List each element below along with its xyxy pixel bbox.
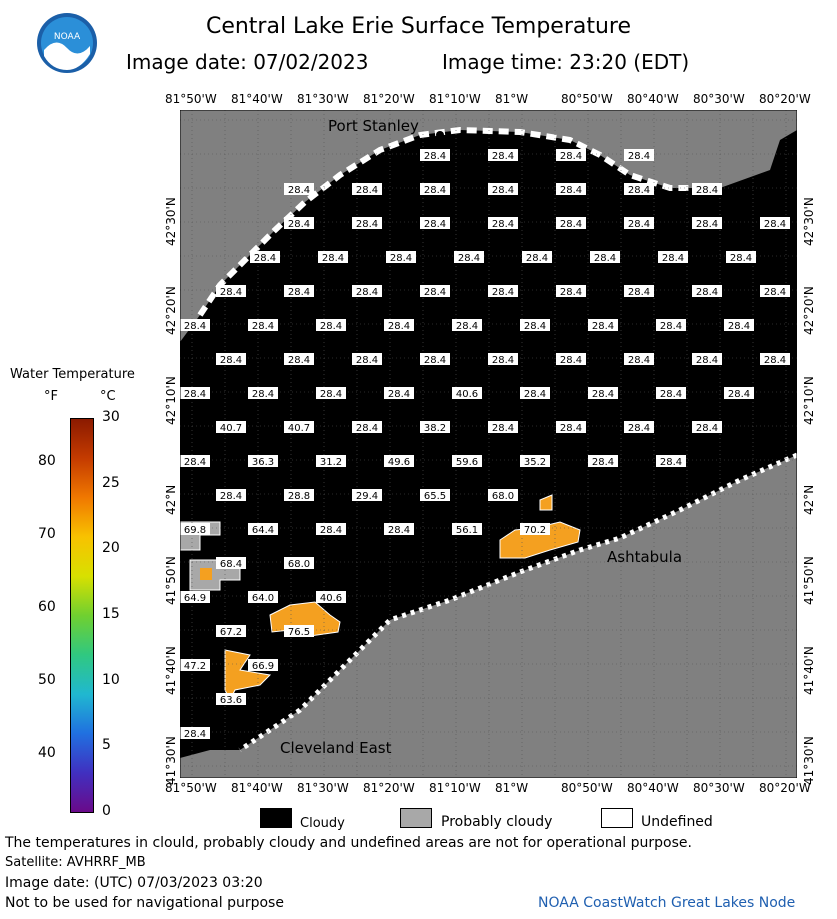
temperature-label	[248, 319, 278, 332]
temperature-value: 64.0	[251, 593, 275, 604]
temperature-label	[488, 489, 518, 502]
temperature-value: 28.4	[763, 355, 787, 366]
temperature-label	[352, 285, 382, 298]
temperature-label	[724, 319, 754, 332]
temperature-value: 28.4	[219, 287, 243, 298]
temperature-label	[180, 659, 210, 672]
lon-tick-label: 80°30'W	[693, 781, 745, 795]
temperature-value: 40.7	[219, 423, 243, 434]
lon-tick-label: 80°50'W	[561, 781, 613, 795]
temperature-value: 28.4	[695, 423, 719, 434]
temperature-label	[216, 353, 246, 366]
temperature-value: 28.4	[763, 287, 787, 298]
lon-tick-label: 80°20'W	[759, 92, 811, 106]
lat-tick-label: 41°40'N	[164, 646, 178, 695]
temperature-label	[624, 149, 654, 162]
temperature-value: 28.4	[627, 355, 651, 366]
temperature-value: 49.6	[387, 457, 411, 468]
lon-tick-label: 80°50'W	[561, 92, 613, 106]
temperature-label	[692, 183, 722, 196]
temperature-value: 28.4	[355, 423, 379, 434]
temperature-value: 28.4	[695, 287, 719, 298]
temperature-value: 28.4	[695, 185, 719, 196]
temperature-label	[656, 319, 686, 332]
temperature-label	[352, 353, 382, 366]
temperature-value: 68.0	[491, 491, 515, 502]
temperature-label	[624, 183, 654, 196]
temperature-value: 68.4	[219, 559, 243, 570]
temperature-value: 28.4	[219, 355, 243, 366]
temperature-value: 28.4	[387, 525, 411, 536]
temperature-value: 36.3	[251, 457, 275, 468]
temperature-label	[248, 659, 278, 672]
footer-utc-date: Image date: (UTC) 07/03/2023 03:20	[5, 875, 263, 891]
temperature-label	[588, 455, 618, 468]
temperature-value: 40.6	[455, 389, 479, 400]
temperature-label	[216, 421, 246, 434]
celsius-tick: 15	[102, 606, 120, 622]
temperature-value: 28.4	[287, 219, 311, 230]
temperature-value: 28.4	[491, 185, 515, 196]
temperature-value: 28.4	[491, 151, 515, 162]
temperature-label	[624, 217, 654, 230]
temperature-label	[488, 353, 518, 366]
temperature-value: 28.4	[389, 253, 413, 264]
temperature-label	[488, 421, 518, 434]
temperature-label	[520, 387, 550, 400]
temperature-value: 28.4	[763, 219, 787, 230]
image-time: Image time: 23:20 (EDT)	[442, 50, 690, 74]
temperature-value: 28.4	[491, 423, 515, 434]
temperature-value: 28.4	[659, 321, 683, 332]
temperature-label	[420, 421, 450, 434]
lon-tick-label: 81°20'W	[363, 781, 415, 795]
temperature-value: 28.4	[219, 491, 243, 502]
temperature-value: 28.4	[183, 729, 207, 740]
temperature-label	[692, 285, 722, 298]
temperature-value: 70.2	[523, 525, 547, 536]
temperature-value: 28.4	[661, 253, 685, 264]
lon-tick-label: 81°20'W	[363, 92, 415, 106]
temperature-label	[420, 353, 450, 366]
celsius-tick: 20	[102, 540, 120, 557]
legend-unit-f: °F	[44, 389, 58, 404]
temperature-value: 28.4	[659, 389, 683, 400]
temperature-label	[316, 455, 346, 468]
temperature-value: 66.9	[251, 661, 275, 672]
temperature-value: 35.2	[523, 457, 547, 468]
lon-tick-label: 81°40'W	[231, 781, 283, 795]
temperature-value: 28.4	[319, 321, 343, 332]
temperature-label	[488, 149, 518, 162]
temperature-value: 28.4	[455, 321, 479, 332]
temperature-value: 28.4	[591, 321, 615, 332]
temperature-value: 28.4	[591, 389, 615, 400]
temperature-value: 28.4	[423, 355, 447, 366]
lon-tick-label: 80°40'W	[627, 781, 679, 795]
temperature-label	[420, 285, 450, 298]
temperature-value: 64.4	[251, 525, 275, 536]
lon-tick-label: 80°20'W	[759, 781, 811, 795]
temperature-value: 28.4	[491, 287, 515, 298]
temperature-value: 28.4	[319, 525, 343, 536]
lat-tick-label: 42°10'N	[802, 376, 816, 425]
temperature-value: 28.4	[729, 253, 753, 264]
temperature-value: 28.4	[523, 321, 547, 332]
temperature-value: 28.4	[659, 457, 683, 468]
lake-map	[180, 110, 797, 778]
temperature-label	[520, 455, 550, 468]
temperature-label	[180, 523, 210, 536]
temperature-value: 28.4	[525, 253, 549, 264]
temperature-value: 47.2	[183, 661, 207, 672]
lat-tick-label: 42°10'N	[164, 376, 178, 425]
lat-tick-label: 42°20'N	[164, 286, 178, 335]
temperature-value: 59.6	[455, 457, 479, 468]
lon-tick-label: 81°W	[495, 92, 529, 106]
temperature-label	[216, 557, 246, 570]
temperature-label	[692, 217, 722, 230]
temperature-value: 28.4	[253, 253, 277, 264]
lat-tick-label: 42°30'N	[802, 197, 816, 246]
temperature-label	[180, 319, 210, 332]
temperature-label	[216, 625, 246, 638]
temperature-value: 28.4	[287, 185, 311, 196]
temperature-label	[420, 489, 450, 502]
temperature-label	[420, 183, 450, 196]
footer-note: The temperatures in clould, probably cloudy and undefined areas are not for operational purpose.	[5, 835, 692, 851]
temperature-label	[284, 625, 314, 638]
fahrenheit-tick: 70	[38, 525, 56, 542]
lon-tick-label: 81°40'W	[231, 92, 283, 106]
temperature-label	[588, 387, 618, 400]
page-title: Central Lake Erie Surface Temperature	[205, 14, 632, 39]
temperature-value: 28.4	[423, 185, 447, 196]
temperature-value: 28.4	[387, 389, 411, 400]
temperature-value: 28.4	[423, 151, 447, 162]
temperature-label	[692, 421, 722, 434]
temperature-label	[588, 319, 618, 332]
legend-cloudy-label: Cloudy	[300, 816, 345, 831]
temperature-label	[520, 523, 550, 536]
lat-tick-label: 41°30'N	[802, 736, 816, 785]
temperature-value: 28.4	[423, 219, 447, 230]
temperature-label	[316, 523, 346, 536]
lon-tick-label: 81°10'W	[429, 92, 481, 106]
warm-water-patch	[200, 568, 212, 580]
temperature-value: 28.4	[627, 185, 651, 196]
lat-tick-label: 42°20'N	[802, 286, 816, 335]
temperature-value: 64.9	[183, 593, 207, 604]
celsius-tick: 5	[102, 737, 111, 754]
place-ashtabula: Ashtabula	[607, 548, 683, 566]
temperature-value: 28.4	[251, 321, 275, 332]
temperature-value: 28.4	[183, 321, 207, 332]
temperature-label	[248, 523, 278, 536]
celsius-tick: 10	[102, 671, 120, 688]
temperature-value: 56.1	[455, 525, 479, 536]
temperature-label	[556, 421, 586, 434]
temperature-label	[248, 591, 278, 604]
temperature-label	[352, 421, 382, 434]
temperature-value: 28.4	[559, 219, 583, 230]
temperature-label	[216, 285, 246, 298]
temperature-value: 28.4	[287, 355, 311, 366]
temperature-label	[316, 387, 346, 400]
temperature-label	[384, 387, 414, 400]
temperature-value: 28.4	[627, 423, 651, 434]
footer-nav-warning: Not to be used for navigational purpose	[5, 895, 284, 911]
temperature-label	[454, 251, 484, 264]
temperature-value: 28.4	[627, 287, 651, 298]
temperature-label	[452, 387, 482, 400]
lat-tick-label: 42°30'N	[164, 197, 178, 246]
temperature-value: 63.6	[219, 695, 243, 706]
temperature-label	[488, 285, 518, 298]
legend-cloudy-swatch	[260, 808, 292, 828]
temperature-label	[352, 217, 382, 230]
temperature-value: 28.4	[559, 355, 583, 366]
temperature-value: 28.4	[627, 151, 651, 162]
legend-probably-cloudy-label: Probably cloudy	[441, 814, 553, 830]
temperature-value: 28.4	[627, 219, 651, 230]
image-date: Image date: 07/02/2023	[126, 50, 369, 74]
celsius-tick: 25	[102, 474, 120, 491]
temperature-label	[624, 285, 654, 298]
lat-tick-label: 42°N	[802, 484, 816, 515]
temperature-label	[352, 183, 382, 196]
lon-tick-label: 81°30'W	[297, 781, 349, 795]
fahrenheit-tick: 40	[38, 744, 56, 761]
celsius-tick: 30	[102, 409, 120, 425]
temperature-value: 28.4	[423, 287, 447, 298]
celsius-tick: 0	[102, 803, 111, 819]
temperature-value: 28.4	[387, 321, 411, 332]
temperature-value: 28.4	[287, 287, 311, 298]
temperature-value: 28.4	[183, 457, 207, 468]
lat-tick-label: 42°N	[164, 484, 178, 515]
temperature-value: 76.5	[287, 627, 311, 638]
legend-title: Water Temperature	[10, 367, 135, 382]
temperature-label	[520, 319, 550, 332]
lat-tick-label: 41°40'N	[802, 646, 816, 695]
temperature-value: 28.8	[287, 491, 311, 502]
temperature-label	[180, 455, 210, 468]
temperature-value: 65.5	[423, 491, 447, 502]
temperature-label	[318, 251, 348, 264]
lon-tick-label: 81°50'W	[165, 781, 217, 795]
lon-tick-label: 81°W	[495, 781, 529, 795]
temperature-value: 28.4	[355, 355, 379, 366]
temperature-label	[420, 217, 450, 230]
legend-undefined-swatch	[601, 808, 633, 828]
temperature-label	[386, 251, 416, 264]
temperature-label	[180, 727, 210, 740]
legend-undefined-label: Undefined	[641, 814, 713, 830]
temperature-label	[384, 319, 414, 332]
temperature-value: 38.2	[423, 423, 447, 434]
temperature-label	[658, 251, 688, 264]
lon-tick-label: 81°10'W	[429, 781, 481, 795]
temperature-label	[556, 353, 586, 366]
temperature-label	[656, 455, 686, 468]
temperature-label	[760, 285, 790, 298]
temperature-value: 40.6	[319, 593, 343, 604]
temperature-label	[452, 455, 482, 468]
temperature-label	[488, 217, 518, 230]
temperature-label	[284, 353, 314, 366]
temperature-label	[216, 693, 246, 706]
temperature-value: 28.4	[523, 389, 547, 400]
temperature-label	[556, 285, 586, 298]
temperature-label	[420, 149, 450, 162]
temperature-label	[284, 217, 314, 230]
temperature-value: 28.4	[321, 253, 345, 264]
temperature-value: 28.4	[319, 389, 343, 400]
temperature-label	[656, 387, 686, 400]
temperature-label	[488, 183, 518, 196]
temperature-label	[556, 149, 586, 162]
lat-tick-label: 41°50'N	[164, 556, 178, 605]
temperature-value: 28.4	[591, 457, 615, 468]
temperature-value: 28.4	[355, 287, 379, 298]
temperature-value: 31.2	[319, 457, 343, 468]
temperature-label	[760, 353, 790, 366]
temperature-value: 28.4	[559, 423, 583, 434]
legend-unit-c: °C	[100, 389, 116, 404]
temperature-value: 29.4	[355, 491, 379, 502]
lat-tick-label: 41°50'N	[802, 556, 816, 605]
temperature-label	[284, 489, 314, 502]
lon-tick-label: 81°30'W	[297, 92, 349, 106]
temperature-value: 67.2	[219, 627, 243, 638]
temperature-value: 28.4	[251, 389, 275, 400]
temperature-label	[180, 591, 210, 604]
temperature-label	[216, 489, 246, 502]
temperature-label	[180, 387, 210, 400]
lon-tick-label: 80°30'W	[693, 92, 745, 106]
temperature-value: 28.4	[559, 287, 583, 298]
temperature-value: 28.4	[355, 219, 379, 230]
temperature-value: 28.4	[183, 389, 207, 400]
temperature-label	[384, 523, 414, 536]
temperature-label	[724, 387, 754, 400]
temperature-label	[284, 183, 314, 196]
temperature-label	[760, 217, 790, 230]
temperature-value: 28.4	[559, 185, 583, 196]
temperature-label	[624, 421, 654, 434]
temperature-label	[556, 217, 586, 230]
temperature-value: 69.8	[183, 525, 207, 536]
temperature-label	[452, 319, 482, 332]
logo-text: NOAA	[53, 32, 81, 42]
legend-probably-cloudy-swatch	[400, 808, 432, 828]
temperature-label	[250, 251, 280, 264]
temperature-colorbar	[70, 418, 94, 813]
temperature-label	[692, 353, 722, 366]
temperature-label	[316, 319, 346, 332]
temperature-label	[284, 285, 314, 298]
port-stanley-marker	[436, 131, 444, 139]
place-port-stanley: Port Stanley	[328, 117, 419, 135]
temperature-label	[284, 421, 314, 434]
temperature-label	[248, 455, 278, 468]
lon-tick-label: 80°40'W	[627, 92, 679, 106]
temperature-value: 28.4	[457, 253, 481, 264]
temperature-value: 28.4	[695, 355, 719, 366]
temperature-label	[248, 387, 278, 400]
fahrenheit-tick: 50	[38, 671, 56, 688]
temperature-label	[316, 591, 346, 604]
fahrenheit-tick: 60	[38, 598, 56, 615]
temperature-value: 28.4	[491, 355, 515, 366]
temperature-value: 28.4	[491, 219, 515, 230]
temperature-label	[590, 251, 620, 264]
lon-tick-label: 81°50'W	[165, 92, 217, 106]
temperature-value: 28.4	[695, 219, 719, 230]
place-cleveland-east: Cleveland East	[280, 739, 392, 757]
temperature-value: 28.4	[727, 389, 751, 400]
temperature-label	[624, 353, 654, 366]
temperature-label	[726, 251, 756, 264]
temperature-value: 28.4	[355, 185, 379, 196]
footer-satellite: Satellite: AVHRRF_MB	[5, 855, 146, 870]
temperature-value: 28.4	[593, 253, 617, 264]
temperature-value: 28.4	[727, 321, 751, 332]
temperature-label	[352, 489, 382, 502]
temperature-label	[384, 455, 414, 468]
temperature-value: 68.0	[287, 559, 311, 570]
footer-credit: NOAA CoastWatch Great Lakes Node	[538, 895, 796, 911]
temperature-label	[452, 523, 482, 536]
temperature-value: 28.4	[559, 151, 583, 162]
temperature-label	[522, 251, 552, 264]
temperature-label	[556, 183, 586, 196]
temperature-label	[284, 557, 314, 570]
temperature-value: 40.7	[287, 423, 311, 434]
fahrenheit-tick: 80	[38, 452, 56, 469]
lat-tick-label: 41°30'N	[164, 736, 178, 785]
